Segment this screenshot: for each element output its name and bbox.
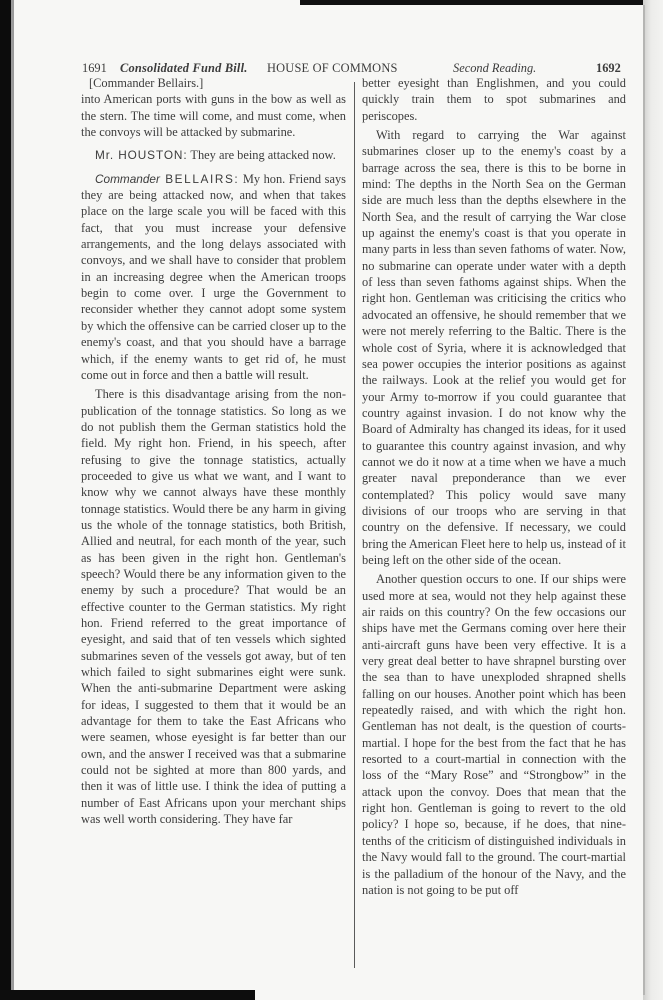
speaker-name: BELLAIRS: <box>159 171 240 186</box>
column-divider <box>354 82 355 968</box>
scan-top-edge <box>300 0 663 5</box>
paragraph: Another question occurs to one. If our ships were used more at sea, would not they help against these air raids on this country? On the few occasions our ships have met the Germans coming over here their anti-aircraft guns have been very effective. It is a very great deal better to have shrapnel bursting over the sea than to have unexploded shrapned shells falling on our houses. Another point which has been repeatedly raised, and with which the right hon. Gentleman has not dealt, is the question of courts-martial. I hope for the best from the fact that he has resorted to a court-martial in connection with the loss of the “Mary Rose” and “Strongbow” in the attack upon the convoy. Does that mean that the right hon. Gentleman is going to revert to the old policy? I hope so, because, if he does, that nine-tenths of the criticism of distinguished individuals in the Navy would fall to the ground. The court-martial is the palladium of the honour of the Navy, and the nation is not going to be put off <box>362 572 626 897</box>
paragraph: There is this disadvantage arising from the non-publication of the tonnage statistics. So long as we do not publish them the German statistics hold the field. My right hon. Friend, in his speech, after refusing to give the tonnage statistics, actually proceeded to give us what we want, and I want to know why we cannot always have these monthly tonnage statistics. Would there be any harm in giving us the whole of the tonnage statistics, both British, Allied and neutral, for each month of the year, such as has been given in the right hon. Gentleman's speech? Would there be any information given to the enemy by such a procedure? That would be an effective counter to the German statistics. My right hon. Friend referred to the great importance of eyesight, and said that of ten vessels which sighted submarines seven of the vessels got away, but of ten which failed to sight submarines eight were sunk. When the anti-submarine Department were asking for ideas, I suggested to them that it would be an advantage for them to take the East Africans who were seamen, whose eyesight is far better than our own, and the answer I received was that a submarine could not be sighted at more than 800 yards, and then it was of little use. I think the idea of putting a number of East Africans upon your merchant ships was well worth considering. They have far <box>81 387 346 827</box>
left-column <box>81 75 346 827</box>
scan-bottom-edge <box>0 990 255 1000</box>
page-fold-line <box>643 5 645 995</box>
speaker-attribution: [Commander Bellairs.] <box>89 76 204 90</box>
speech-houston <box>81 147 346 163</box>
left-page-number: 1691 <box>82 61 107 75</box>
right-column <box>362 75 626 898</box>
scan-left-edge <box>0 0 11 1000</box>
speech-text: My hon. Friend says they are being attacked now, and when that takes place on the large scale you will be faced with this fact, that you must increase your defensive arrangements, and the long delays associated with convoys, and we shall have to consider that problem in an increasing degree when the American troops begin to come over. I urge the Government to reconsider whether they cannot adopt some system by which the offensive can be carried closer up to the enemy's coast, and that you should have a barrage which, if the enemy wants to get rid of, he must come out in force and then a battle will result. <box>81 171 346 382</box>
speaker-name: Mr. HOUSTON: <box>95 148 188 163</box>
speech-text: They are being attacked now. <box>187 148 336 163</box>
running-header <box>82 60 627 76</box>
reading-stage: Second Reading. <box>453 61 537 75</box>
speech-bellairs <box>81 171 346 383</box>
page-fold <box>643 0 663 1000</box>
paragraph: With regard to carrying the War against submarines closer up to the enemy's coast by a barrage across the sea, there is this to be borne in mind: The depths in the North Sea on the German side are much less than the depths elsewhere in the North Sea, and the result of carrying the War close up against the enemy's coast is that you operate in many parts in less than seven fathoms of water. Now, no submarine can operate under water with a depth of less than seven fathoms against ships. When the right hon. Gentleman was criticising the critics who advocated an offensive, he should remember that we were not merely referring to the Baltic. There is the whole cost of Syria, where it is acknowledged that sea power occupies the interior positions as against the railways. Look at the relief you would get for your Army to-morrow if you could guarantee that country against invasion. I do not know why the Board of Admiralty has changed its ideas, for it used to guarantee this country against invasion, and why cannot we do it now at a time when we have a much greater naval preponderance than we ever contemplated? This policy would save many divisions of our troops who are serving in that country on the defensive. If necessary, we could bring the American Fleet here to help us, instead of it being left on the other side of the ocean. <box>362 128 626 567</box>
paragraph: better eyesight than Englishmen, and you could quickly train them to spot submarines and periscopes. <box>362 76 626 123</box>
paragraph: into American ports with guns in the bow as well as the stern. The time will come, and must come, when the convoys will be attacked by submarine. <box>81 92 346 140</box>
speaker-title: Commander <box>95 171 160 186</box>
right-page-number: 1692 <box>596 61 621 75</box>
house-title: HOUSE OF COMMONS <box>267 61 398 75</box>
bill-title: Consolidated Fund Bill. <box>120 61 248 75</box>
scan-left-shadow <box>11 0 14 1000</box>
